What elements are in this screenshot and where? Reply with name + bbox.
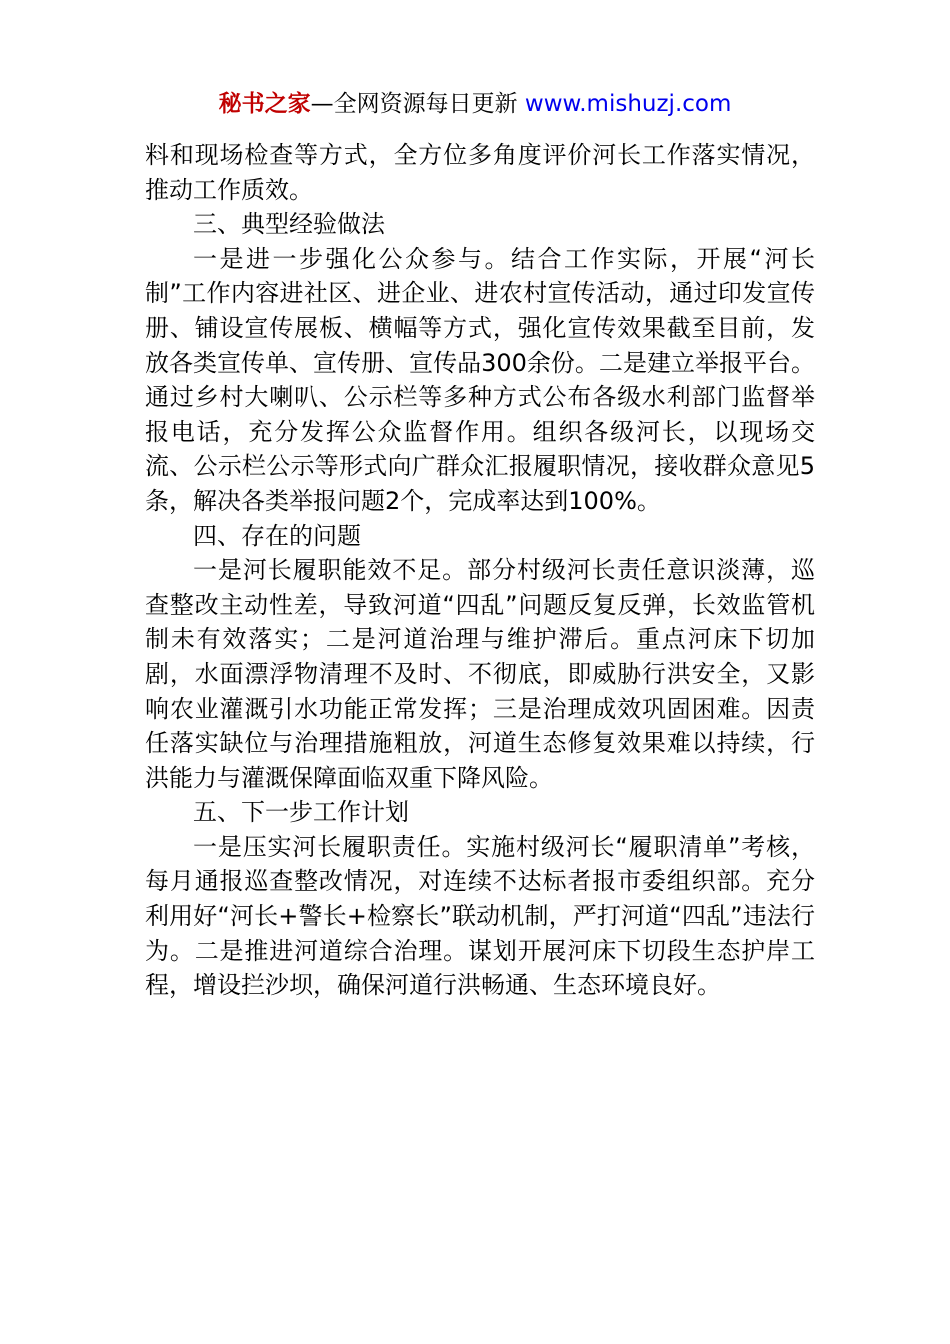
- site-url-link[interactable]: www.mishuzj.com: [524, 91, 732, 117]
- page-header: [0, 86, 950, 122]
- paragraph-problems: 一是河长履职能效不足。部分村级河长责任意识淡薄，巡查整改主动性差，导致河道“四乱”问题反复反弹，长效监管机制未有效落实；二是河道治理与维护滞后。重点河床下切加剧，水面漂浮物清理不及时、不彻底，即威胁行洪安全，又影响农业灌溉引水功能正常发挥；三是治理成效巩固困难。因责任落实缺位与治理措施粗放，河道生态修复效果难以持续，行洪能力与灌溉保障面临双重下降风险。: [145, 556, 815, 792]
- paragraph-continuation: 料和现场检查等方式，全方位多角度评价河长工作落实情况，推动工作质效。: [145, 141, 815, 204]
- paragraph-next-steps: 一是压实河长履职责任。实施村级河长“履职清单”考核，每月通报巡查整改情况，对连续不达标者报市委组织部。充分利用好“河长+警长+检察长”联动机制，严打河道“四乱”违法行为。二是推进河道综合治理。谋划开展河床下切段生态护岸工程，增设拦沙坝，确保河道行洪畅通、生态环境良好。: [145, 832, 815, 1000]
- document-body: [145, 138, 815, 1003]
- section-heading-existing-problems: 四、存在的问题: [193, 521, 361, 550]
- section-heading-typical-experience: 三、典型经验做法: [193, 210, 385, 239]
- paragraph-public-participation: 一是进一步强化公众参与。结合工作实际，开展“河长制”工作内容进社区、进企业、进农村宣传活动，通过印发宣传册、铺设宣传展板、横幅等方式，强化宣传效果截至目前，发放各类宣传单、宣传册、宣传品300余份。二是建立举报平台。通过乡村大喇叭、公示栏等多种方式公布各级水利部门监督举报电话，充分发挥公众监督作用。组织各级河长，以现场交流、公示栏公示等形式向广群众汇报履职情况，接收群众意见5条，解决各类举报问题2个，完成率达到100%。: [145, 244, 815, 515]
- header-tagline: —全网资源每日更新: [310, 91, 525, 117]
- brand-name: 秘书之家: [218, 91, 311, 117]
- section-heading-next-steps: 五、下一步工作计划: [193, 798, 409, 827]
